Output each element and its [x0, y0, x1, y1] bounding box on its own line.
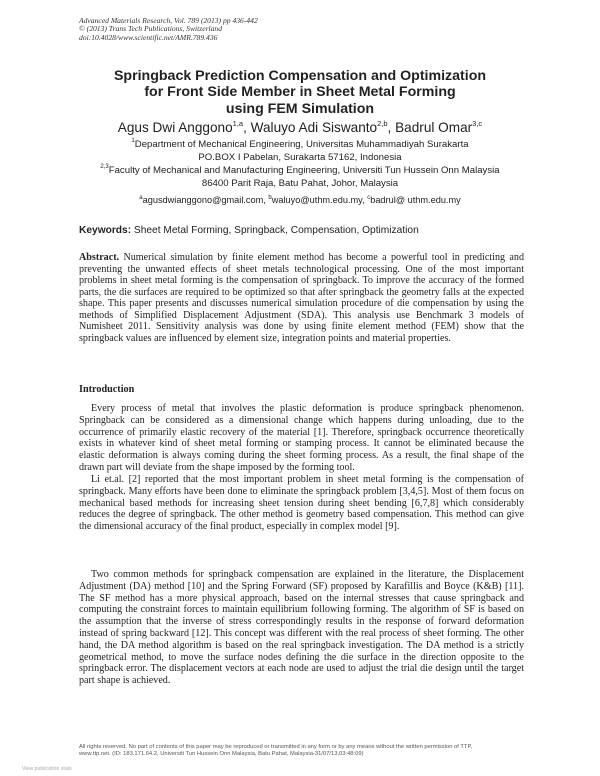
title-line-2: for Front Side Member in Sheet Metal Forming — [144, 84, 456, 101]
abstract — [79, 252, 524, 344]
keywords-label: Keywords: — [79, 225, 132, 236]
author-name: Waluyo Adi Siswanto — [250, 120, 378, 135]
affiliation-1 — [70, 139, 530, 164]
author-separator: , — [243, 120, 251, 135]
section-heading-introduction: Introduction — [79, 384, 135, 395]
intro-paragraph-3: Two common methods for springback compensation are explained in the literature, the Displacement Adjustment (DA) method [10] and the Spring Forward (SF) proposed by Karafillis and Boyce (K&B) [11]. The SF method has a more physical approach, based on the internal stresses that cause springback and computing the constraint forces to maintain equilibrium following forming. The algorithm of SF is based on the assumption that the inverse of stress correspondingly results in the response of forward deformation instead of spring backward [12]. This concept was different with the real process of sheet forming. The other hand, the DA method algorithm is based on the real springback investigation. The DA method is a strictly geometrical method, to move the surface nodes defining the die surface in the direction opposite to the springback error. The displacement vectors at each node are used to adjust the trial die design until the target part shape is achieved. — [79, 569, 524, 687]
email-mark: c — [367, 195, 371, 201]
email-list — [70, 194, 530, 206]
paper-title — [70, 68, 530, 117]
author-affiliation-mark: 2,b — [377, 119, 388, 128]
affiliation-mark: 1 — [131, 138, 135, 144]
author-affiliation-mark: 1,a — [232, 119, 244, 128]
abstract-text: Numerical simulation by finite element method has become a powerful tool in predicting and preventing the unwanted effects of sheet metals technological processing. One of the most important problems in sheet metal forming is the compensation of springback. To improve the accuracy of the formed parts, the die surfaces are required to be optimized so that after springback the geometry falls at the expected shape. This paper presents and discusses numerical simulation procedure of die compensation by using the methods of Simplified Displacement Adjustment (SDA). This analysis use Benchmark 3 models of Numisheet 2011. Sensitivity analysis was done by using finite element method (FEM) show that the springback values are influenced by element size, integration points and material properties. — [79, 252, 524, 344]
email-mark: b — [268, 195, 272, 201]
email-separator: , — [362, 195, 368, 205]
email-address[interactable]: waluyo@uthm.edu.my — [271, 195, 363, 205]
publication-stats-watermark: View publication stats — [22, 766, 72, 772]
email-separator: , — [263, 195, 269, 205]
title-line-3: using FEM Simulation — [225, 100, 375, 117]
affiliation-address: 86400 Parit Raja, Batu Pahat, Johor, Malaysia — [201, 177, 399, 189]
author-name: Agus Dwi Anggono — [117, 120, 233, 135]
doi-line[interactable]: doi:10.4028/www.scientific.net/AMR.789.436 — [79, 32, 218, 42]
journal-header — [79, 17, 258, 42]
affiliation-mark: 2,3 — [100, 164, 109, 170]
author-name: Badrul Omar — [395, 120, 473, 135]
journal-citation: Advanced Materials Research, Vol. 789 (2013) pp 436-442 — [79, 16, 258, 25]
copyright-footer — [79, 744, 524, 758]
intro-paragraph-2: Li et.al. [2] reported that the most important problem in sheet metal forming is the compensation of springback. Many efforts have been done to eliminate the springback problem [3,4,5]. Most of them focus on mechanical based methods for increasing sheet tension during sheet bending [6,7,8] which considerably reduces the degree of springback. The other method is geometry based compensation. This method can give the dimensional accuracy of the final product, especially in complex model [9]. — [79, 474, 524, 533]
email-address[interactable]: agusdwianggono@gmail.com — [142, 195, 264, 205]
footer-line-1: All rights reserved. No part of contents of this paper may be reproduced or transmitted in any form or by any means without the written permission of TTP, — [79, 744, 473, 750]
intro-paragraph-1: Every process of metal that involves the plastic deformation is produce springback phenomenon. Springback can be considered as a dimensional change which happens during unloading, due to the occurrence of primarily elastic recovery of the material [1]. Therefore, springback occurrence theoretically exists in whatever kind of sheet metal forming or stamping process. It cannot be eliminated because the elastic deformation is always coming during the sheet forming process. As a result, the final shape of the drawn part will deviate from the shape imposed by the forming tool. — [79, 403, 524, 473]
email-mark: a — [139, 195, 143, 201]
keywords-text: Sheet Metal Forming, Springback, Compensation, Optimization — [131, 225, 419, 236]
affiliation-text: Faculty of Mechanical and Manufacturing Engineering, Universiti Tun Hussein Onn Malaysia — [108, 165, 500, 176]
author-affiliation-mark: 3,c — [472, 119, 483, 128]
affiliation-address: PO.BOX I Pabelan, Surakarta 57162, Indonesia — [198, 151, 402, 163]
keywords — [79, 224, 524, 237]
email-address[interactable]: badrul@ uthm.edu.my — [370, 195, 461, 205]
affiliation-2 — [70, 165, 530, 190]
author-list — [70, 120, 530, 136]
affiliation-text: Department of Mechanical Engineering, Universitas Muhammadiyah Surakarta — [134, 139, 469, 150]
author-separator: , — [387, 120, 396, 135]
copyright-line: © (2013) Trans Tech Publications, Switzerland — [79, 24, 223, 34]
footer-line-2: www.ttp.net. (ID: 183.171.64.2, Universiti Tun Hussein Onn Malaysia, Batu Pahat, Malaysia-31/07/13,03:48:09) — [79, 751, 364, 757]
title-line-1: Springback Prediction Compensation and Optimization — [113, 68, 487, 84]
abstract-label: Abstract. — [79, 252, 120, 263]
